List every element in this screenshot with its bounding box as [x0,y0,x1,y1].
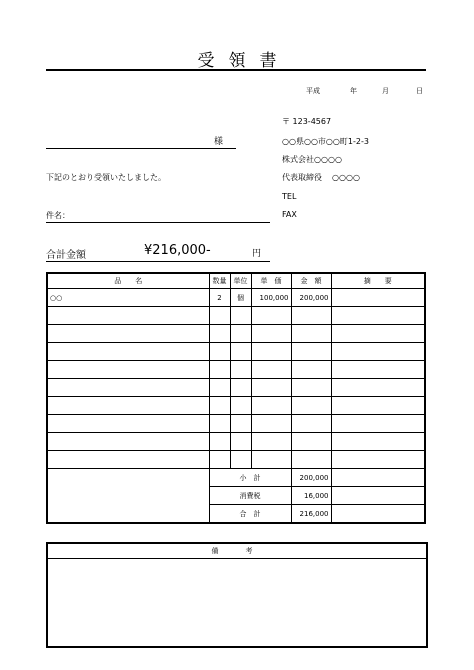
issuer-representative [282,172,360,183]
total-unit: 円 [252,249,262,259]
cell-amount [291,433,331,451]
header-price: 単 価 [251,273,291,289]
issuer-address: ○○県○○市○○町1-2-3 [282,137,369,146]
date-era: 平成 [306,87,320,95]
cell-name: ○○ [47,289,209,307]
cell-qty [209,307,230,325]
cell-qty: 2 [209,289,230,307]
tax-remarks [331,487,425,505]
cell-name [47,451,209,469]
cell-price [251,433,291,451]
issuer-tel: TEL [282,192,297,201]
cell-amount [291,361,331,379]
total-underline [46,261,270,262]
total-label: 合計金額 [46,250,86,261]
date-year: 年 [350,87,357,95]
cell-unit [230,415,251,433]
tax-value: 16,000 [291,487,331,505]
cell-unit [230,307,251,325]
cell-price [251,379,291,397]
date-day: 日 [416,87,423,95]
cell-remarks [331,307,425,325]
cell-name [47,307,209,325]
cell-remarks [331,289,425,307]
table-row [47,307,425,325]
cell-unit [230,361,251,379]
issuer-postal: 〒 123-4567 [282,117,332,126]
issue-date [306,86,428,98]
cell-qty [209,451,230,469]
header-remarks: 摘 要 [331,273,425,289]
cell-amount [291,397,331,415]
recipient-honorific: 様 [214,137,224,147]
issuer-company: 株式会社○○○○ [282,155,342,164]
cell-price [251,307,291,325]
cell-remarks [331,325,425,343]
cell-price [251,451,291,469]
cell-name [47,361,209,379]
cell-remarks [331,343,425,361]
cell-name [47,433,209,451]
cell-qty [209,379,230,397]
cell-amount [291,343,331,361]
cell-qty [209,343,230,361]
cell-name [47,397,209,415]
notes-box [46,542,428,648]
subject-label: 件名： [46,211,70,220]
cell-amount [291,379,331,397]
table-row [47,289,425,307]
cell-qty [209,325,230,343]
cell-price [251,397,291,415]
cell-qty [209,433,230,451]
cell-name [47,415,209,433]
cell-amount: 200,000 [291,289,331,307]
table-header-row [47,273,425,289]
grand-total-value: 216,000 [291,505,331,524]
cell-unit [230,343,251,361]
cell-unit [230,451,251,469]
cell-price [251,343,291,361]
subtotal-remarks [331,469,425,487]
cell-amount [291,325,331,343]
cell-remarks [331,361,425,379]
document-title: 受領書 [197,51,291,71]
cell-remarks [331,379,425,397]
cell-amount [291,451,331,469]
cell-name [47,343,209,361]
summary-blank [47,469,209,524]
grand-total-remarks [331,505,425,524]
issuer-fax: FAX [282,210,297,219]
cell-unit: 個 [230,289,251,307]
items-table [46,272,426,524]
notes-label: 備 考 [48,544,426,559]
cell-remarks [331,433,425,451]
header-amount: 金 額 [291,273,331,289]
cell-remarks [331,415,425,433]
table-row [47,361,425,379]
header-name: 品 名 [47,273,209,289]
cell-price [251,361,291,379]
cell-unit [230,325,251,343]
subject-underline [46,222,270,223]
header-qty: 数量 [209,273,230,289]
table-row [47,451,425,469]
cell-amount [291,415,331,433]
cell-amount [291,307,331,325]
cell-qty [209,415,230,433]
grand-total-label: 合 計 [209,505,291,524]
intro-text: 下記のとおり受領いたしました。 [46,173,166,182]
table-row [47,397,425,415]
total-amount: ¥216,000- [144,243,211,258]
cell-unit [230,379,251,397]
cell-unit [230,433,251,451]
cell-price: 100,000 [251,289,291,307]
cell-unit [230,397,251,415]
table-row [47,343,425,361]
cell-name [47,325,209,343]
cell-qty [209,361,230,379]
subtotal-value: 200,000 [291,469,331,487]
title-underline [46,69,426,71]
recipient-underline [46,148,236,149]
subtotal-label: 小 計 [209,469,291,487]
table-row [47,433,425,451]
date-month: 月 [382,87,389,95]
cell-price [251,415,291,433]
table-row [47,379,425,397]
cell-remarks [331,397,425,415]
cell-remarks [331,451,425,469]
rep-title: 代表取締役 [282,173,322,182]
tax-label: 消費税 [209,487,291,505]
subtotal-row [47,469,425,487]
cell-price [251,325,291,343]
cell-qty [209,397,230,415]
cell-name [47,379,209,397]
table-row [47,415,425,433]
table-row [47,325,425,343]
rep-name: ○○○○ [332,173,360,182]
header-unit: 単位 [230,273,251,289]
